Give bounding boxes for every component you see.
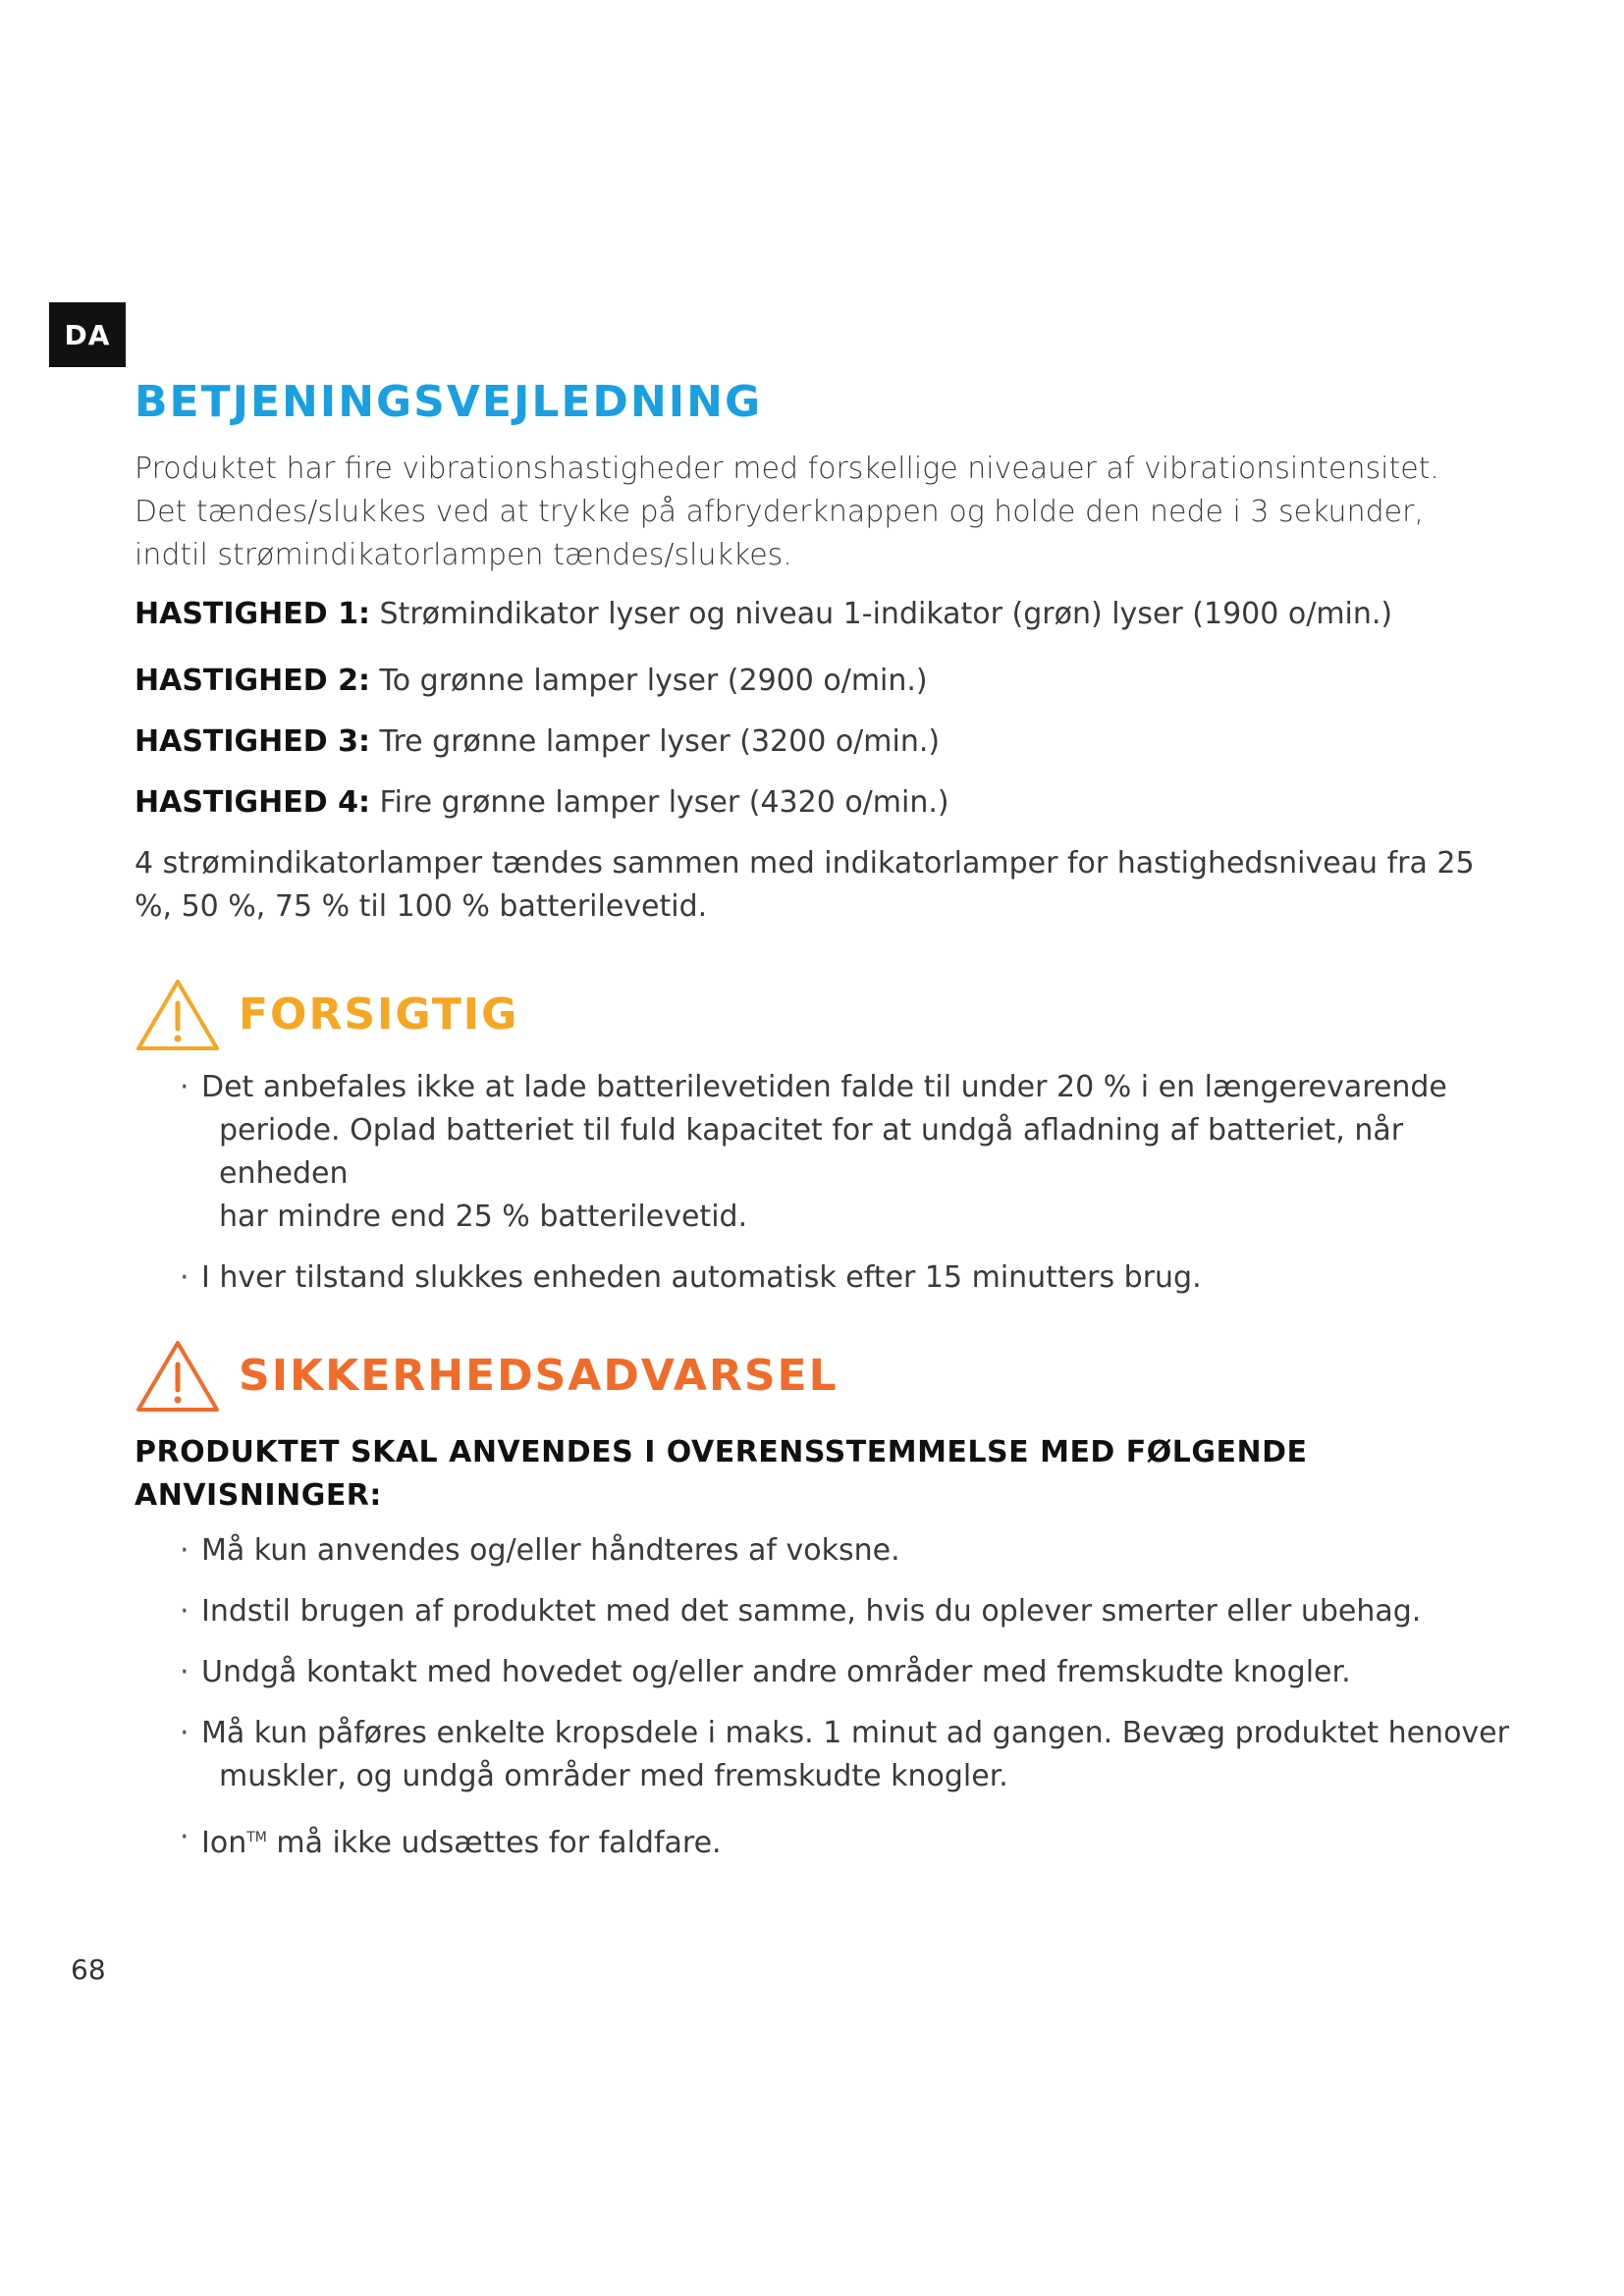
list-item: [180, 1256, 1525, 1300]
list-item: [180, 1712, 1525, 1798]
safety-list: [135, 1529, 1525, 1865]
speed-4-label: HASTIGHED 4:: [135, 785, 370, 820]
speed-3: [135, 721, 1509, 764]
safety-item-5: [201, 1816, 1525, 1865]
caution-title: FORSIGTIG: [239, 989, 519, 1040]
list-item: [180, 1066, 1525, 1239]
speed-3-text: Tre grønne lamper lyser (3200 o/min.): [379, 724, 941, 759]
speed-3-label: HASTIGHED 3:: [135, 724, 370, 759]
bullet-dot: ·: [180, 1820, 189, 1854]
list-item: [180, 1529, 1525, 1573]
safety-subheading: PRODUKTET SKAL ANVENDES I OVERENSSTEMMELSE MED FØLGENDE ANVISNINGER:: [135, 1435, 1308, 1513]
caution-header: [135, 976, 1509, 1054]
speed-4: [135, 781, 1509, 825]
list-item: [180, 1816, 1525, 1865]
language-tab: DA: [49, 302, 126, 367]
trademark-mark: TM: [246, 1830, 267, 1845]
bullet-dot: ·: [180, 1533, 189, 1568]
speed-1: [135, 593, 1509, 636]
safety-title: SIKKERHEDSADVARSEL: [239, 1351, 839, 1401]
caution-list: [135, 1066, 1525, 1300]
product-name: Ion: [201, 1826, 247, 1860]
safety-item-4-line-2: muskler, og undgå områder med fremskudte knogler.: [219, 1759, 1008, 1793]
intro-paragraph: Produktet har fire vibrationshastigheder med forskellige niveauer af vibrationsintensitet. Det tændes/slukkes ved at trykke på afbryderknappen og holde den nede i 3 sekunder, indtil strømindikatorlampen tændes/slukkes.: [135, 452, 1439, 572]
main-title: BETJENINGSVEJLEDNING: [135, 377, 763, 427]
safety-item-4-line-1: Må kun påføres enkelte kropsdele i maks. 1 minut ad gangen. Bevæg produktet henover: [201, 1716, 1509, 1750]
bullet-dot: ·: [180, 1594, 189, 1629]
speed-1-label: HASTIGHED 1:: [135, 597, 370, 631]
caution-item-2-line-1: I hver tilstand slukkes enheden automatisk efter 15 minutters brug.: [201, 1260, 1202, 1295]
list-item: [180, 1651, 1525, 1694]
battery-note: 4 strømindikatorlamper tændes sammen med indikatorlamper for hastighedsniveau fra 25 %, 50 %, 75 % til 100 % batterilevetid.: [135, 846, 1475, 924]
speed-2: [135, 660, 1509, 703]
safety-header: [135, 1337, 1509, 1415]
warning-triangle-icon: [135, 976, 221, 1054]
caution-item-1-line-2: periode. Oplad batteriet til fuld kapacitet for at undgå afladning af batteriet, når enheden: [219, 1113, 1404, 1191]
caution-item-1-line-3: har mindre end 25 % batterilevetid.: [219, 1200, 748, 1234]
speed-2-label: HASTIGHED 2:: [135, 664, 370, 698]
speed-2-text: To grønne lamper lyser (2900 o/min.): [379, 664, 928, 698]
safety-item-5-text: må ikke udsættes for faldfare.: [266, 1826, 722, 1860]
list-item: [180, 1590, 1525, 1633]
bullet-dot: ·: [180, 1655, 189, 1689]
bullet-dot: ·: [180, 1716, 189, 1750]
safety-item-3: Undgå kontakt med hovedet og/eller andre områder med fremskudte knogler.: [201, 1655, 1351, 1689]
speed-4-text: Fire grønne lamper lyser (4320 o/min.): [379, 785, 949, 820]
warning-triangle-icon: [135, 1337, 221, 1415]
bullet-dot: ·: [180, 1070, 189, 1104]
page-content: [135, 373, 1509, 1883]
safety-item-2: Indstil brugen af produktet med det samme, hvis du oplever smerter eller ubehag.: [201, 1594, 1422, 1629]
bullet-dot: ·: [180, 1260, 189, 1295]
speed-1-text: Strømindikator lyser og niveau 1-indikator (grøn) lyser (1900 o/min.): [379, 597, 1393, 631]
caution-item-1-line-1: Det anbefales ikke at lade batterilevetiden falde til under 20 % i en længerevarende: [201, 1070, 1447, 1104]
safety-item-1: Må kun anvendes og/eller håndteres af voksne.: [201, 1533, 900, 1568]
page-number: 68: [71, 1953, 106, 1986]
